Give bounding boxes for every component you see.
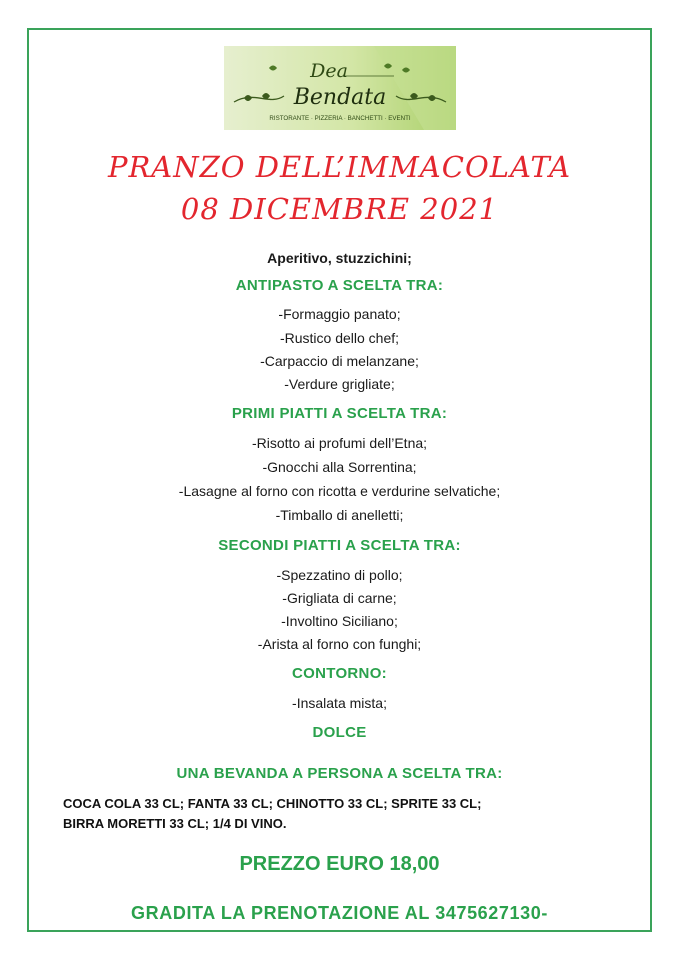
list-item: -Risotto ai profumi dell’Etna; [251,435,428,451]
drinks-line-1: COCA COLA 33 CL; FANTA 33 CL; CHINOTTO 33 CL; SPRITE 33 CL; [63,796,482,811]
list-item: -Arista al forno con funghi; [257,636,422,652]
restaurant-logo [224,46,456,130]
price: PREZZO EURO 18,00 [239,853,440,875]
list-item: -Insalata mista; [292,695,387,711]
logo-bendata: Bendata [293,85,387,110]
list-item: -Grigliata di carne; [282,590,397,606]
dolce-heading: DOLCE [312,724,367,741]
list-item: -Gnocchi alla Sorrentina; [262,459,417,475]
list-item: -Involtino Siciliano; [281,613,398,629]
logo-dea: Dea [310,60,348,82]
menu-date: 08 DICEMBRE 2021 [180,192,499,226]
drinks-line-2: BIRRA MORETTI 33 CL; 1/4 DI VINO. [63,816,287,831]
aperitivo-line: Aperitivo, stuzzichini; [267,250,412,266]
menu-title: PRANZO DELL’IMMACOLATA [107,150,572,184]
bevanda-heading: UNA BEVANDA A PERSONA A SCELTA TRA: [176,765,503,782]
primi-heading: PRIMI PIATTI A SCELTA TRA: [231,405,448,422]
list-item: -Formaggio panato; [278,306,401,322]
contorno-heading: CONTORNO: [292,665,387,682]
logo-tagline: RISTORANTE · PIZZERIA · BANCHETTI · EVENTI [269,115,411,122]
list-item: -Carpaccio di melanzane; [260,353,419,369]
booking-info: GRADITA LA PRENOTAZIONE AL 3475627130- [131,903,548,923]
secondi-heading: SECONDI PIATTI A SCELTA TRA: [218,537,461,554]
antipasto-heading: ANTIPASTO A SCELTA TRA: [235,277,444,294]
list-item: -Verdure grigliate; [284,376,395,392]
list-item: -Spezzatino di pollo; [276,567,403,583]
list-item: -Rustico dello chef; [279,330,400,346]
list-item: -Lasagne al forno con ricotta e verdurine selvatiche; [178,483,501,499]
list-item: -Timballo di anelletti; [275,507,404,523]
